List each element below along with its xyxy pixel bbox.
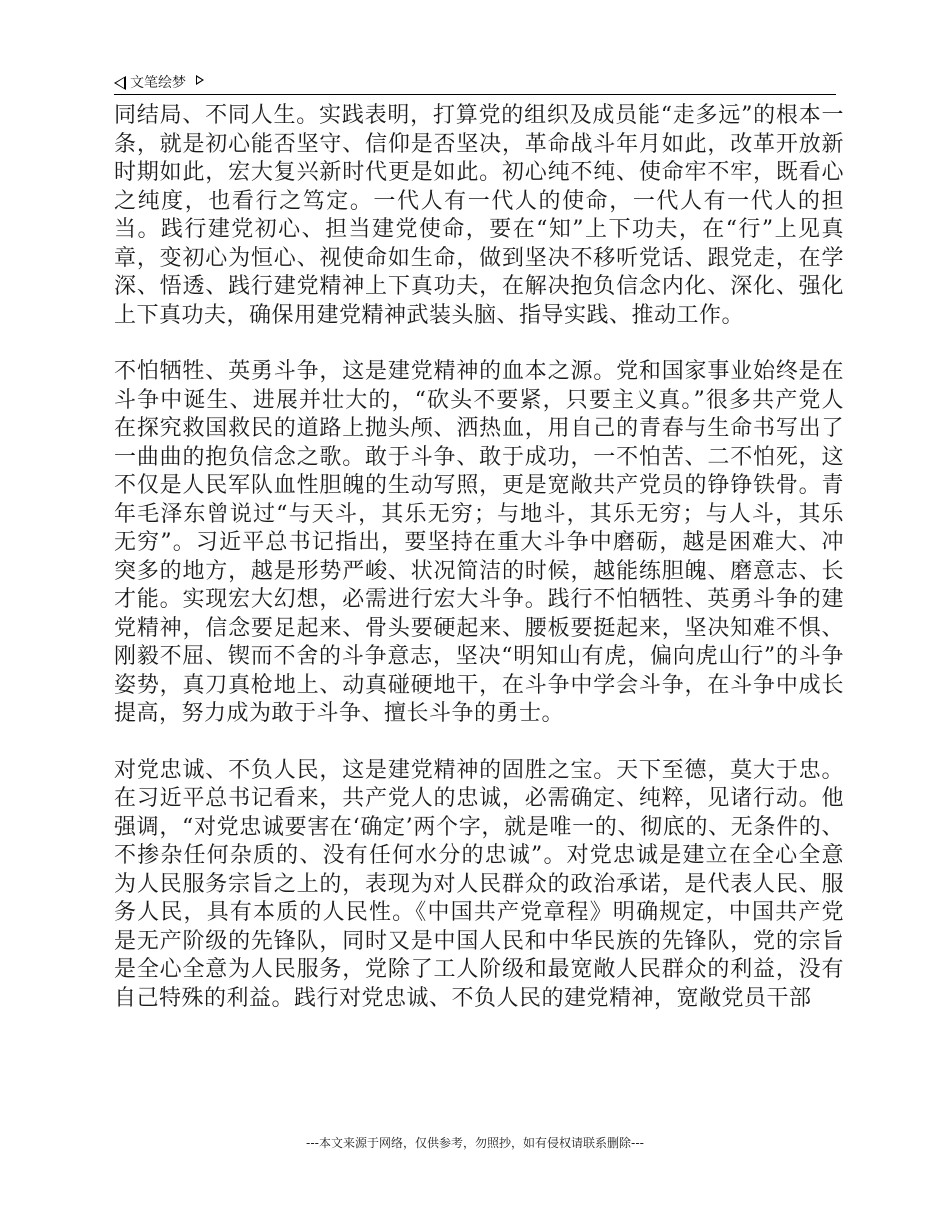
header-title: 文笔绘梦 (130, 75, 186, 91)
paragraph-3: 对党忠诚、不负人民，这是建党精神的固胜之宝。天下至德，莫大于忠。在习近平总书记看来，共产党人的忠诚，必需确定、纯粹，见诸行动。他强调，“对党忠诚要害在‘确定’两个字，就是唯一的、彻底的、无条件的、不掺杂任何杂质的、没有任何水分的忠诚”。对党忠诚是建立在全心全意为人民服务宗旨之上的，表现为对人民群众的政治承诺，是代表人民、服务人民，具有本质的人民性。《中国共产党章程》明确规定，中国共产党是无产阶级的先锋队，同时又是中国人民和中华民族的先锋队，党的宗旨是全心全意为人民服务，党除了工人阶级和最宽敞人民群众的利益，没有自己特殊的利益。践行对党忠诚、不负人民的建党精神，宽敞党员干部 (114, 757, 844, 1011)
header-brand (114, 74, 204, 92)
footer-notice: ---本文来源于网络，仅供参考，勿照抄，如有侵权请联系删除--- (306, 1136, 644, 1150)
paragraph-2: 不怕牺牲、英勇斗争，这是建党精神的血本之源。党和国家事业始终是在斗争中诞生、进展并壮大的，“砍头不要紧，只要主义真。”很多共产党人在探究救国救民的道路上抛头颅、洒热血，用自己的青春与生命书写出了一曲曲的抱负信念之歌。敢于斗争、敢于成功，一不怕苦、二不怕死，这不仅是人民军队血性胆魄的生动写照，更是宽敞共产党员的铮铮铁骨。青年毛泽东曾说过“与天斗，其乐无穷；与地斗，其乐无穷；与人斗，其乐无穷”。习近平总书记指出，要坚持在重大斗争中磨砺，越是困难大、冲突多的地方，越是形势严峻、状况简洁的时候，越能练胆魄、磨意志、长才能。实现宏大幻想，必需进行宏大斗争。践行不怕牺牲、英勇斗争的建党精神，信念要足起来、骨头要硬起来、腰板要挺起来，坚决知难不惧、刚毅不屈、锲而不舍的斗争意志，坚决“明知山有虎，偏向虎山行”的斗争姿势，真刀真枪地上、动真碰硬地干，在斗争中学会斗争，在斗争中成长提高，努力成为敢于斗争、擅长斗争的勇士。 (114, 359, 844, 726)
page-header (114, 72, 836, 95)
triangle-left-icon (114, 76, 126, 90)
document-body (114, 102, 844, 1041)
paragraph-1: 同结局、不同人生。实践表明，打算党的组织及成员能“走多远”的根本一条，就是初心能否坚守、信仰是否坚决，革命战斗年月如此，改革开放新时期如此，宏大复兴新时代更是如此。初心纯不纯、使命牢不牢，既看心之纯度，也看行之笃定。一代人有一代人的使命，一代人有一代人的担当。践行建党初心、担当建党使命，要在“知”上下功夫，在“行”上见真章，变初心为恒心、视使命如生命，做到坚决不移听党话、跟党走，在学深、悟透、践行建党精神上下真功夫，在解决抱负信念内化、深化、强化上下真功夫，确保用建党精神武装头脑、指导实践、推动工作。 (114, 103, 844, 328)
triangle-right-icon (196, 75, 204, 85)
